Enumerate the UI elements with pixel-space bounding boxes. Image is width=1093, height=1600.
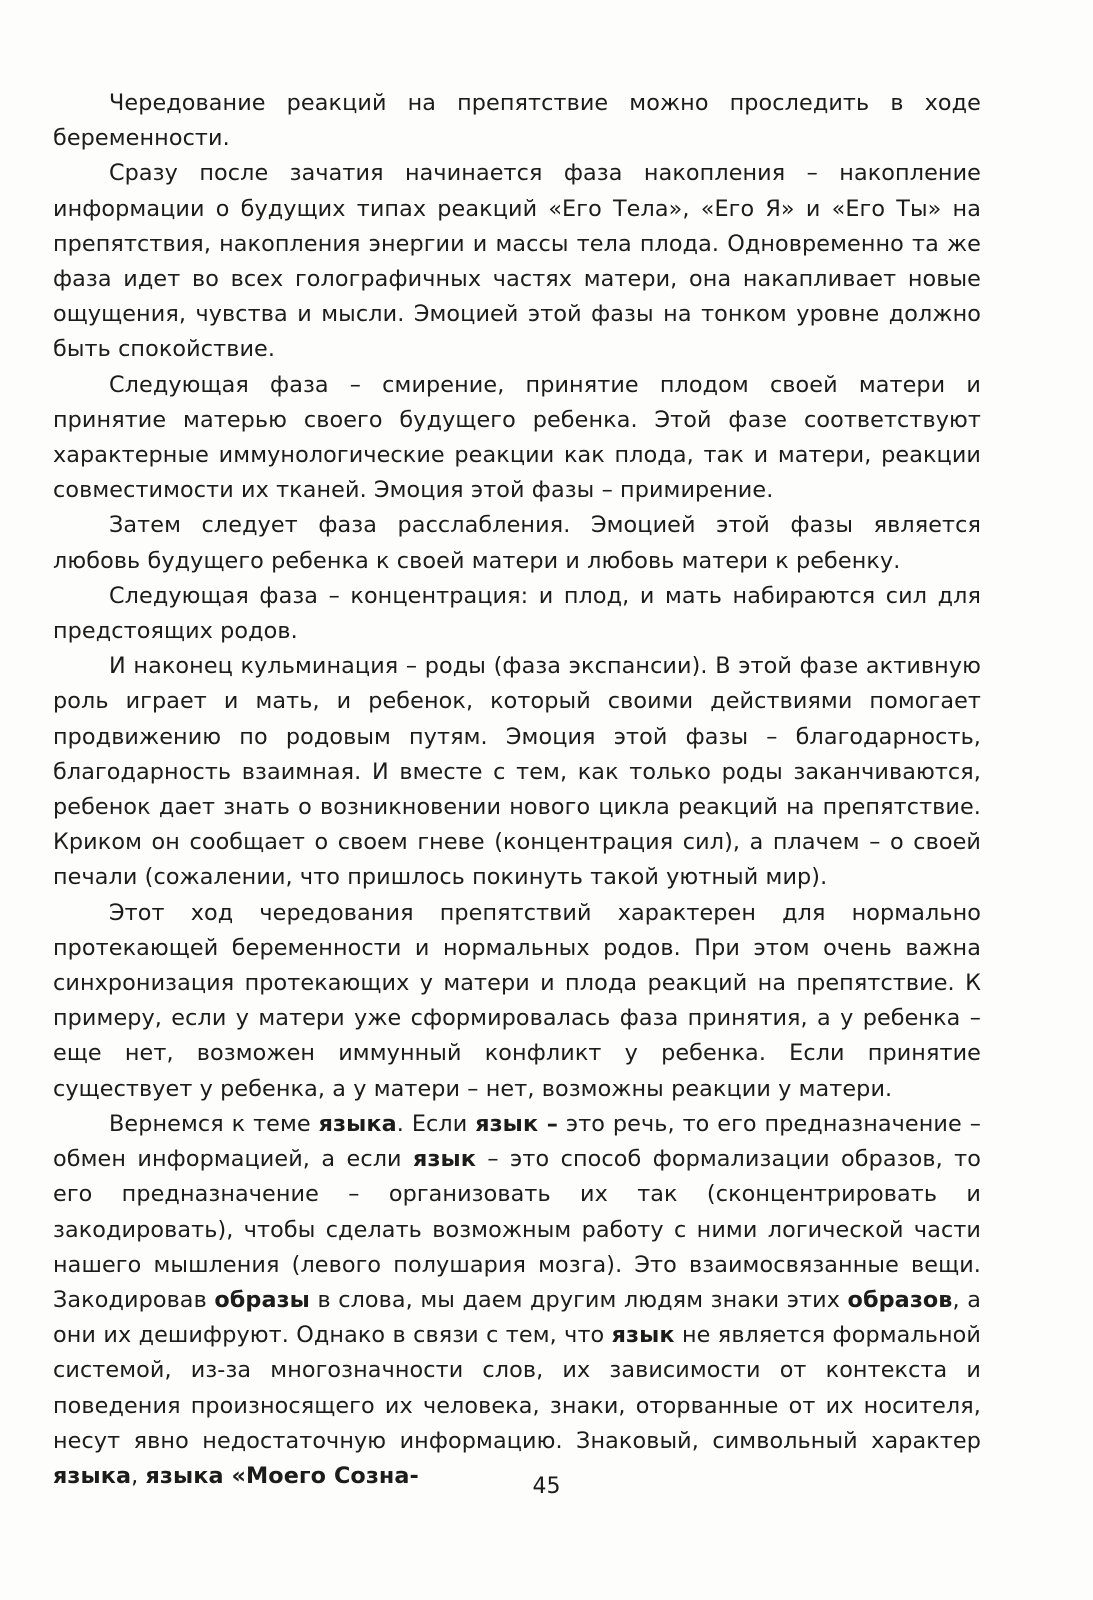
text-run: Следующая фаза – смирение, принятие плодом своей матери и принятие матерью своего будущего ребенка. Этой фазе соответствуют характерные иммунологические реакции как плода, так и матери, реакции совместимости их тканей. Эмоция этой фазы – примирение. [53,371,981,504]
text-run: не является формальной системой, из-за многозначности слов, их зависимости от контекста и поведения произносящего их человека, знаки, оторванные от их носителя, несут явно недостаточную информацию. Знаковый, символьный характер [53,1322,981,1454]
bold-term: язык [413,1146,476,1173]
bold-term: языка [53,1462,132,1489]
paragraph [53,896,981,1107]
text-run: Чередование реакций на препятствие можно проследить в ходе беременности. [53,90,981,152]
text-run: Затем следует фаза расслабления. Эмоцией этой фазы является любовь будущего ребенка к своей матери и любовь матери к ребенку. [53,512,981,574]
text-run: Сразу после зачатия начинается фаза накопления – накопление информации о будущих типах реакций «Его Тела», «Его Я» и «Его Ты» на препятствия, накопления энергии и массы тела плода. Одновременно та же фаза идет во всех голографичных частях матери, она накапливает новые ощущения, чувства и мысли. Эмоцией этой фазы на тонком уровне должно быть спокойствие. [53,160,981,363]
paragraph [53,156,981,367]
bold-term: языка [318,1110,397,1137]
text-run: , [131,1462,146,1489]
text-run: это речь, то его предназначение – обмен информацией, а если [53,1110,981,1173]
paragraph [53,508,981,578]
text-run: , а они их дешифруют. Однако в связи с тем, что [53,1286,981,1349]
page-body-text [53,86,981,1494]
bold-term: образы [214,1286,310,1313]
paragraph [53,368,981,509]
text-run: Следующая фаза – концентрация: и плод, и мать набираются сил для предстоящих родов. [53,582,981,645]
text-run: Этот ход чередования препятствий характерен для нормально протекающей беременности и нормальных родов. При этом очень важна синхронизация протекающих у матери и плода реакций на препятствие. К примеру, если у матери уже сформировалась фаза принятия, а у ребенка – еще нет, возможен иммунный конфликт у ребенка. Если принятие существует у ребенка, а у матери – нет, возможны реакции у матери. [53,899,981,1102]
text-run: в слова, мы даем другим людям знаки этих [309,1286,848,1313]
bold-term: язык – [475,1110,558,1137]
text-run: – это способ формализации образов, то его предназначение – организовать их так (сконцентрировать и закодировать), чтобы сделать возможным работу с ними логической части нашего мышления (левого полушария мозга). Это взаимосвязанные вещи. Закодировав [53,1146,982,1313]
paragraph [53,1107,981,1494]
paragraph [53,649,981,895]
bold-term: язык [611,1322,675,1349]
bold-term: образов [847,1286,953,1313]
text-run: И наконец кульминация – роды (фаза экспансии). В этой фазе активную роль играет и мать, и ребенок, который своими действиями помогает продвижению по родовым путям. Эмоция этой фазы – благодарность, благодарность взаимная. И вместе с тем, как только роды заканчиваются, ребенок дает знать о возникновении нового цикла реакций на препятствие. Криком он сообщает о своем гневе (концентрация сил), а плачем – о своей печали (сожалении, что пришлось покинуть такой уютный мир). [53,653,981,891]
text-run: . Если [396,1110,476,1137]
bold-term: языка «Моего Созна- [145,1462,419,1489]
page-number: 45 [532,1474,561,1499]
text-run: Вернемся к теме [109,1110,319,1137]
paragraph [53,579,981,649]
paragraph [53,86,981,156]
